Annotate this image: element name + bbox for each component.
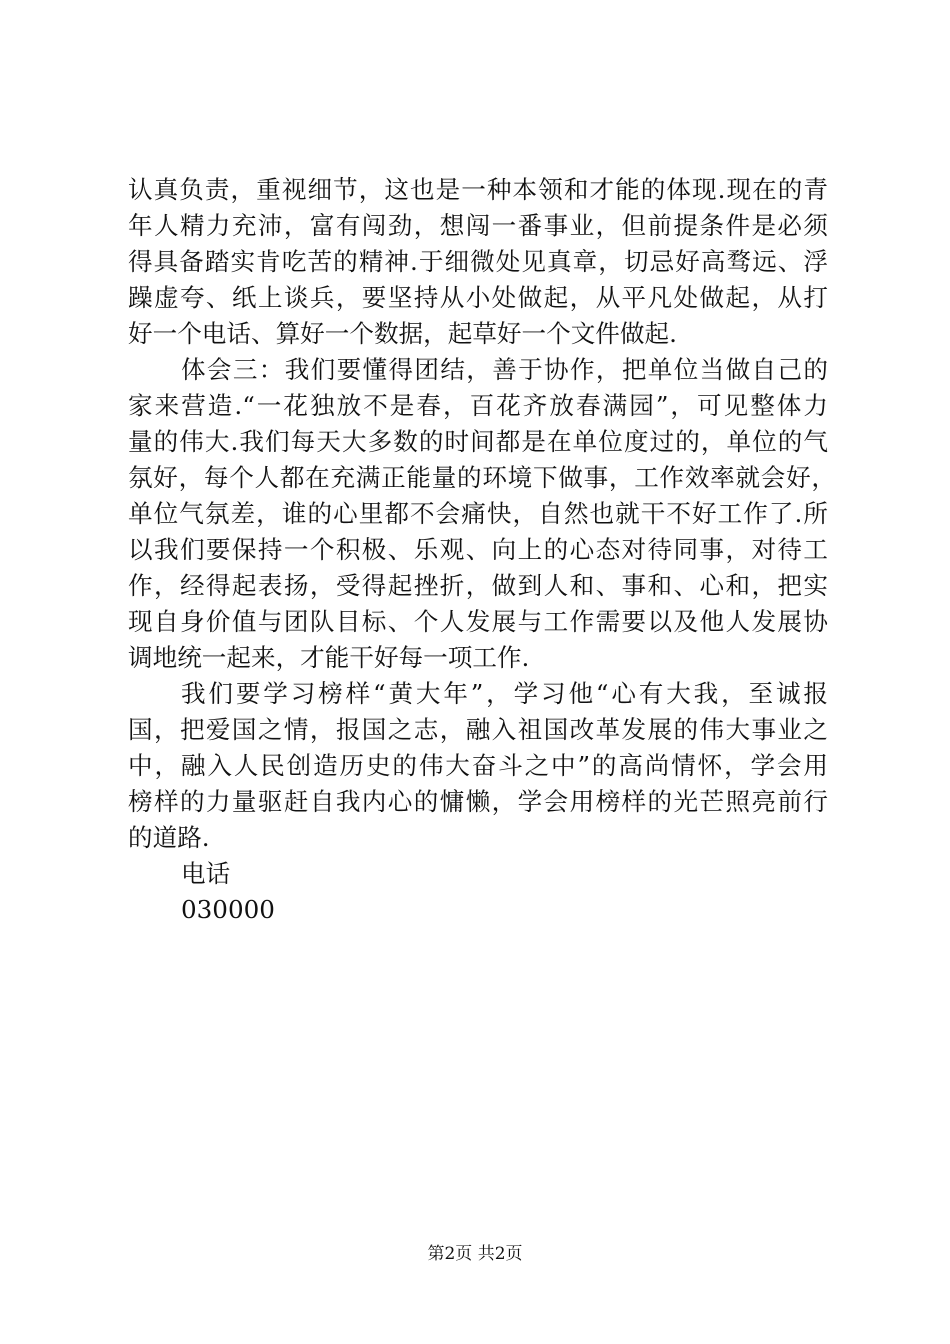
paragraph-line: 单位气氛差，谁的心里都不会痛快，自然也就干不好工作了.所 <box>128 499 828 528</box>
paragraph-line: 我们要学习榜样“黄大年”，学习他“心有大我，至诚报 <box>181 679 828 708</box>
paragraph-line: 好一个电话、算好一个数据，起草好一个文件做起. <box>128 319 677 348</box>
paragraph-line: 调地统一起来，才能干好每一项工作. <box>128 643 530 672</box>
paragraph-line: 榜样的力量驱赶自我内心的慵懒，学会用榜样的光芒照亮前行 <box>128 787 828 816</box>
paragraph-line: 量的伟大.我们每天大多数的时间都是在单位度过的，单位的气 <box>128 427 828 456</box>
paragraph-line: 国，把爱国之情，报国之志，融入祖国改革发展的伟大事业之 <box>128 715 828 744</box>
page-number-footer: 第2页 共2页 <box>427 1244 523 1264</box>
phone-label: 电话 <box>181 859 231 888</box>
paragraph-line: 得具备踏实肯吃苦的精神.于细微处见真章，切忌好高骛远、浮 <box>128 247 828 276</box>
paragraph-line: 现自身价值与团队目标、个人发展与工作需要以及他人发展协 <box>128 607 828 636</box>
paragraph-line: 中，融入人民创造历史的伟大奋斗之中”的高尚情怀，学会用 <box>128 751 828 780</box>
paragraph-line: 家来营造.“一花独放不是春，百花齐放春满园”，可见整体力 <box>128 391 828 420</box>
paragraph-line: 氛好，每个人都在充满正能量的环境下做事，工作效率就会好， <box>128 463 836 492</box>
paragraph-line: 体会三：我们要懂得团结，善于协作，把单位当做自己的 <box>181 355 828 384</box>
paragraph-line: 的道路. <box>128 823 210 852</box>
paragraph-line: 作，经得起表扬，受得起挫折，做到人和、事和、心和，把实 <box>128 571 828 600</box>
paragraph-line: 年人精力充沛，富有闯劲，想闯一番事业，但前提条件是必须 <box>128 211 828 240</box>
postal-code: 030000 <box>181 895 275 924</box>
paragraph-line: 以我们要保持一个积极、乐观、向上的心态对待同事，对待工 <box>128 535 828 564</box>
paragraph-line: 认真负责，重视细节，这也是一种本领和才能的体现.现在的青 <box>128 175 828 204</box>
paragraph-line: 躁虚夸、纸上谈兵，要坚持从小处做起，从平凡处做起，从打 <box>128 283 828 312</box>
